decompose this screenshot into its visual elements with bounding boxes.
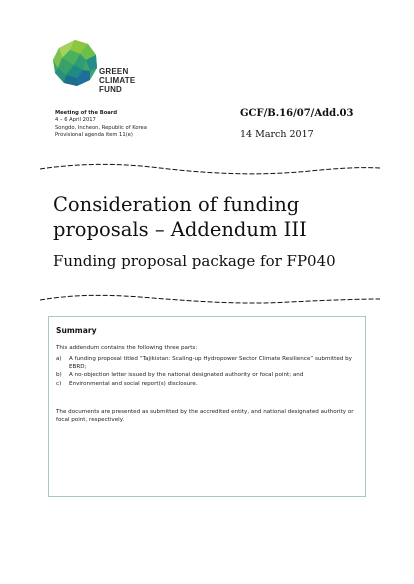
list-marker: c) xyxy=(56,380,62,387)
summary-heading: Summary xyxy=(56,326,97,335)
list-item xyxy=(56,355,356,371)
document-title: Consideration of funding proposals – Addendum III xyxy=(53,193,307,241)
document-date: 14 March 2017 xyxy=(240,129,314,140)
list-item-text: A no-objection letter issued by the national designated authority or focal point; and xyxy=(69,372,304,379)
meeting-dates: 4 – 6 April 2017 xyxy=(55,117,96,124)
document-subtitle: Funding proposal package for FP040 xyxy=(53,252,336,270)
logo-line-1: GREEN xyxy=(99,67,129,76)
list-item xyxy=(56,371,356,379)
logo-wordmark xyxy=(99,67,135,94)
meeting-info xyxy=(55,110,230,140)
meeting-location: Songdo, Incheon, Republic of Korea xyxy=(55,124,147,131)
list-item-text: Environmental and social report(s) disclosure. xyxy=(69,380,198,387)
list-item-text: A funding proposal titled “Tajikistan: Scaling-up Hydropower Sector Climate Resilience” submitted by EBRD; xyxy=(69,356,352,371)
list-item xyxy=(56,380,356,388)
summary-intro: This addendum contains the following three parts: xyxy=(56,345,198,351)
gcf-logo xyxy=(50,38,180,98)
logo-line-2: CLIMATE xyxy=(99,76,136,85)
summary-list xyxy=(56,355,356,388)
list-marker: b) xyxy=(56,372,62,379)
summary-box xyxy=(48,316,366,497)
document-symbol: GCF/B.16/07/Add.03 xyxy=(240,108,354,119)
meeting-title: Meeting of the Board xyxy=(55,110,118,116)
list-marker: a) xyxy=(56,356,62,362)
agenda-item: Provisional agenda item 11(e) xyxy=(55,132,133,139)
globe-icon xyxy=(50,38,100,88)
logo-line-3: FUND xyxy=(99,85,123,94)
wave-divider-bottom xyxy=(40,293,380,307)
wave-divider-top xyxy=(40,163,380,177)
summary-footer: The documents are presented as submitted by the accredited entity, and national designated authority or focal point, respectively. xyxy=(56,409,354,424)
